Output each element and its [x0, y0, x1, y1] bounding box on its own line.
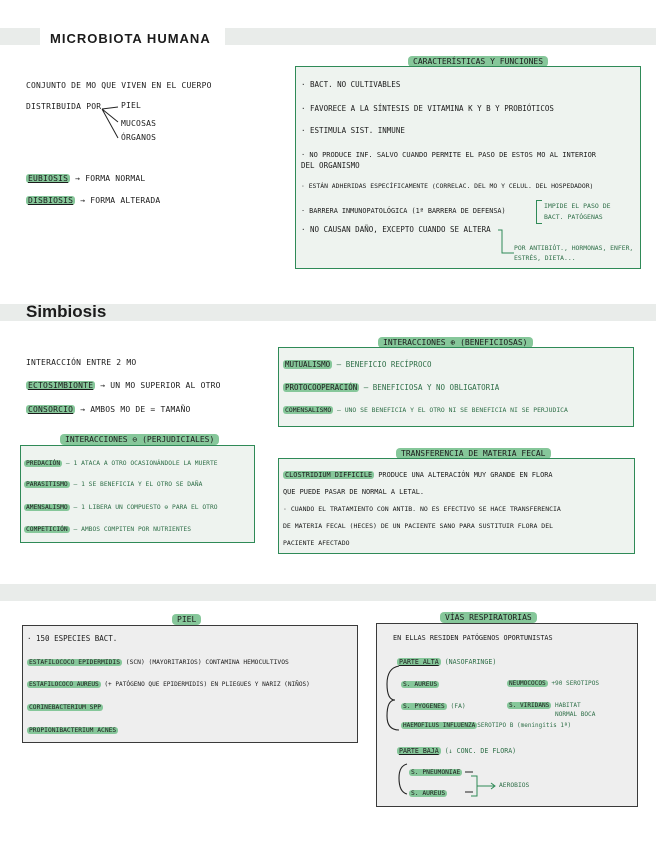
barrera-note: IMPIDE EL PASO DE — [544, 202, 611, 210]
s-viridans: S. VIRIDANS — [509, 702, 550, 709]
consorcio-row — [26, 404, 191, 415]
transferencia-line: DE MATERIA FECAL (HECES) DE UN PACIENTE SANO PARA SUSTITUIR FLORA DEL — [283, 522, 554, 530]
beneficiosas-def: – BENEFICIOSA Y NO OBLIGATORIA — [359, 383, 500, 392]
definition: CONJUNTO DE MO QUE VIVEN EN EL CUERPO — [26, 81, 212, 90]
eubiosis-def: → FORMA NORMAL — [75, 174, 146, 183]
caracteristicas-line: · BACT. NO CULTIVABLES — [301, 80, 401, 89]
piel-box — [22, 625, 358, 743]
beneficiosas-box — [278, 347, 634, 427]
perjudiciales-item — [24, 503, 218, 513]
caracteristicas-line: · FAVORECE A LA SÍNTESIS DE VITAMINA K Y B Y PROBIÓTICOS — [301, 104, 554, 113]
distribution-brace-icon — [100, 104, 122, 144]
barrera-note: BACT. PATÓGENAS — [544, 213, 603, 221]
piel-term: ESTAFILOCOCO EPIDERMIDIS — [29, 659, 120, 666]
vias-alta-label: PARTE ALTA — [399, 658, 439, 666]
aerobios-arrow-icon — [467, 774, 499, 800]
perjudiciales-item — [24, 459, 218, 469]
transferencia-text: PRODUCE UNA ALTERACIÓN MUY GRANDE EN FLORA — [374, 471, 553, 479]
ectosimbionte-row — [26, 380, 221, 391]
bottom-band — [0, 584, 656, 601]
s-aureus-2: S. AUREUS — [411, 790, 446, 797]
transferencia-line — [283, 470, 553, 480]
aerobios-label: AEROBIOS — [499, 782, 530, 789]
beneficiosas-term: COMENSALISMO — [285, 406, 332, 414]
caracteristicas-line: · NO PRODUCE INF. SALVO CUANDO PERMITE EL PASO DE ESTOS MO AL INTERIOR — [301, 151, 597, 159]
vias-alta-item — [507, 679, 599, 689]
transferencia-term: CLOSTRIDIUM DIFFICILE — [285, 471, 373, 479]
caracteristicas-line: DEL ORGANISMO — [301, 161, 360, 170]
vias-alta-row — [397, 657, 496, 667]
vias-baja-note: (↓ CONC. DE FLORA) — [444, 747, 517, 755]
vias-intro: EN ELLAS RESIDEN PATÓGENOS OPORTUNISTAS — [393, 634, 553, 642]
vias-alta-item — [507, 701, 603, 719]
transferencia-line: · CUANDO EL TRATAMIENTO CON ANTIB. NO ES EFECTIVO SE HACE TRANSFERENCIA — [283, 505, 561, 513]
s-pneumoniae: S. PNEUMONIAE — [411, 769, 461, 776]
perjudiciales-item — [24, 480, 202, 490]
piel-item — [27, 726, 118, 736]
caracteristicas-line: · BARRERA INMUNOPATOLÓGICA (1ª BARRERA DE DEFENSA) — [301, 207, 506, 215]
piel-item — [27, 658, 289, 668]
transferencia-line: QUE PUEDE PASAR DE NORMAL A LETAL. — [283, 488, 425, 496]
piel-def: (SCN) (MAYORITARIOS) CONTAMINA HEMOCULTIVOS — [122, 659, 289, 666]
beneficiosas-item — [283, 405, 568, 415]
vias-alta-note: (NASOFARINGE) — [444, 658, 497, 666]
disbiosis-row — [26, 195, 160, 206]
vias-baja-item — [409, 789, 447, 799]
perjudiciales-term: PREDACIÓN — [26, 460, 61, 467]
ectosimbionte-term: ECTOSIMBIONTE — [28, 381, 94, 390]
beneficiosas-def: – UNO SE BENEFICIA Y EL OTRO NI SE BENEFICIA NI SE PERJUDICA — [333, 406, 568, 414]
beneficiosas-title: INTERACCIONES ⊕ (BENEFICIOSAS) — [378, 337, 533, 348]
perjudiciales-term: PARASITISMO — [26, 481, 68, 488]
beneficiosas-def: – BENEFICIO RECÍPROCO — [332, 360, 432, 369]
caracteristicas-line: · ESTIMULA SIST. INMUNE — [301, 126, 405, 135]
piel-item — [27, 703, 103, 713]
perjudiciales-def: – 1 ATACA A OTRO OCASIONÁNDOLE LA MUERTE — [62, 460, 218, 467]
consorcio-term: CONSORCIO — [28, 405, 74, 414]
perjudiciales-title: INTERACCIONES ⊖ (PERJUDICIALES) — [60, 434, 219, 445]
vias-alta-item — [401, 702, 466, 712]
transferencia-box — [278, 458, 635, 554]
piel-item — [27, 680, 310, 690]
caracteristicas-box — [295, 66, 641, 269]
piel-intro: · 150 ESPECIES BACT. — [27, 634, 118, 643]
simbiosis-title: Simbiosis — [26, 302, 107, 321]
piel-def: (+ PATÓGENO QUE EPIDERMIDIS) EN PLIEGUES Y NARIZ (NIÑOS) — [100, 681, 310, 688]
perjudiciales-term: AMENSALISMO — [26, 504, 68, 511]
piel-term: PROPIONIBACTERIUM ACNES — [29, 727, 117, 734]
header-band-right — [225, 28, 656, 45]
perjudiciales-box — [20, 445, 255, 543]
s-pyogenes-note: (FA) — [450, 703, 466, 710]
s-aureus: S. AUREUS — [403, 681, 438, 688]
barrera-bracket — [536, 200, 542, 224]
vias-alta-item — [401, 680, 439, 690]
consorcio-def: → AMBOS MO DE = TAMAÑO — [80, 405, 191, 414]
altera-note: POR ANTIBIÓT., HORMONAS, ENFER, — [514, 244, 634, 252]
disbiosis-term: DISBIOSIS — [28, 196, 74, 205]
ectosimbionte-def: → UN MO SUPERIOR AL OTRO — [100, 381, 221, 390]
perjudiciales-def: – 1 SE BENEFICIA Y EL OTRO SE DAÑA — [69, 481, 203, 488]
vias-title: VÍAS RESPIRATORIAS — [440, 612, 537, 623]
s-pyogenes: S. PYOGENES — [403, 703, 445, 710]
distribution-label: DISTRIBUIDA POR — [26, 102, 102, 111]
perjudiciales-item — [24, 525, 191, 535]
caracteristicas-line: · NO CAUSAN DAÑO, EXCEPTO CUANDO SE ALTERA — [301, 225, 491, 234]
vias-alta-item — [401, 721, 571, 731]
beneficiosas-item — [283, 360, 432, 370]
haemophilus: HAEMOFILUS INFLUENZA — [403, 722, 476, 729]
beneficiosas-item — [283, 383, 499, 393]
disbiosis-def: → FORMA ALTERADA — [80, 196, 161, 205]
perjudiciales-term: COMPETICIÓN — [26, 526, 68, 533]
eubiosis-row — [26, 173, 145, 184]
piel-term: ESTAFILOCOCO AUREUS — [29, 681, 99, 688]
simbiosis-definition: INTERACCIÓN ENTRE 2 MO — [26, 358, 137, 367]
piel-term: CORINEBACTERIUM SPP — [29, 704, 102, 711]
neumococos-note: +90 SEROTIPOS — [551, 680, 600, 687]
altera-note: ESTRÉS, DIETA... — [514, 254, 576, 262]
page-title: MICROBIOTA HUMANA — [50, 31, 211, 46]
vias-box — [376, 623, 638, 807]
perjudiciales-def: – 1 LIBERA UN COMPUESTO ⊖ PARA EL OTRO — [69, 504, 218, 511]
caracteristicas-title: CARACTERÍSTICAS Y FUNCIONES — [408, 56, 548, 67]
transferencia-title: TRANSFERENCIA DE MATERIA FECAL — [396, 448, 551, 459]
s-viridans-note: HABITAT NORMAL BOCA — [555, 702, 596, 718]
distribution-item-organos: ÓRGANOS — [121, 133, 157, 142]
beneficiosas-term: PROTOCOOPERACIÓN — [285, 383, 358, 392]
haemophilus-note: SEROTIPO B (meningitis 1ª) — [477, 722, 572, 729]
beneficiosas-term: MUTUALISMO — [285, 360, 331, 369]
eubiosis-term: EUBIOSIS — [28, 174, 69, 183]
neumococos: NEUMOCOCOS — [509, 680, 546, 687]
vias-baja-label: PARTE BAJA — [399, 747, 439, 755]
perjudiciales-def: – AMBOS COMPITEN POR NUTRIENTES — [69, 526, 192, 533]
distribution-item-piel: PIEL — [121, 101, 142, 110]
vias-baja-item — [409, 768, 462, 778]
transferencia-line: PACIENTE AFECTADO — [283, 539, 350, 547]
header-band — [0, 28, 40, 45]
piel-title: PIEL — [172, 614, 201, 625]
caracteristicas-line: · ESTÁN ADHERIDAS ESPECÍFICAMENTE (CORRELAC. DEL MO Y CELUL. DEL HOSPEDADOR) — [301, 182, 594, 190]
distribution-item-mucosas: MUCOSAS — [121, 119, 157, 128]
